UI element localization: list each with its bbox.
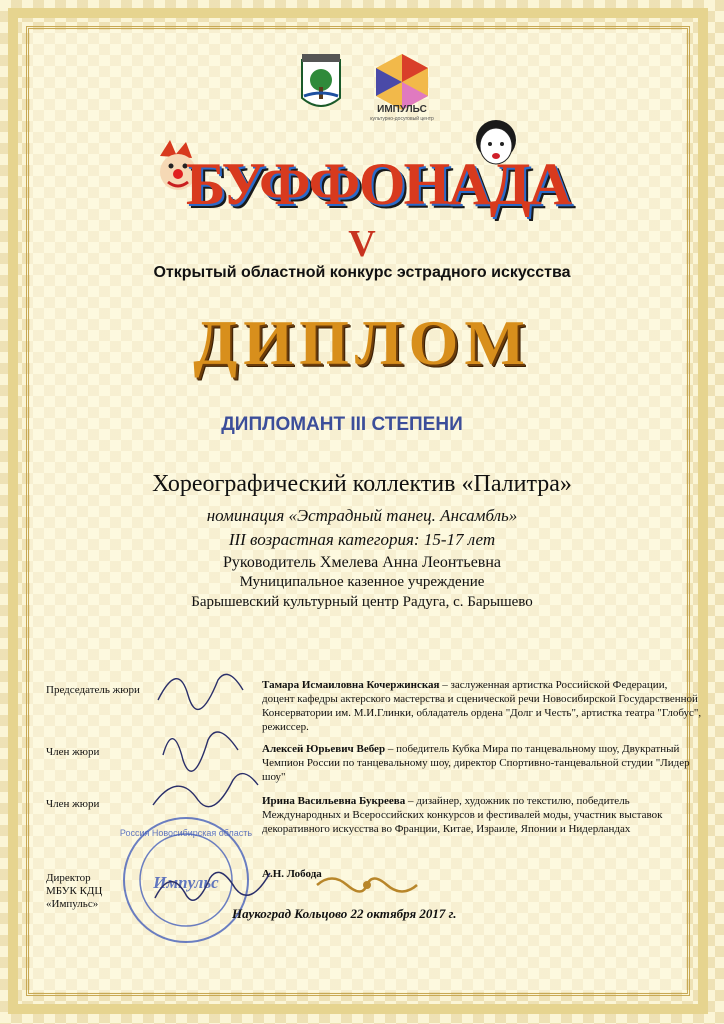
emblem-subcaption: культурно-досуговый центр: [370, 116, 434, 122]
jury-description: – победитель Кубка Мира по танцевальному шоу, Двукратный Чемпион России по танцевальному шоу, директор Спортивно-танцевальной студии "Лидер шоу": [262, 743, 690, 783]
jury-description: – заслуженная артистка Российской Федерации, доцент кафедры актерского мастерства и сценической речи Новосибирской Государственной Консерватории им. М.И.Глинки, обладатель ордена "Долг и Честь", артистка театра "Глобус", режиссер.: [262, 679, 702, 733]
emblem-caption: ИМПУЛЬС: [377, 104, 427, 115]
jury-name: Алексей Юрьевич Вебер: [262, 743, 386, 755]
ornament-icon: [312, 872, 422, 898]
nomination: номинация «Эстрадный танец. Ансамбль»: [206, 506, 518, 525]
jury-entry: [262, 678, 702, 734]
director-role-line: Директор: [46, 872, 91, 884]
jury-signatures-icon: [148, 660, 268, 820]
jury-name: Ирина Васильевна Букреева: [262, 795, 406, 807]
stamp-ring-text: Россия Новосибирская область: [119, 828, 253, 838]
festival-logo: БУФФОНАДА: [185, 151, 571, 217]
collective-name: Хореографический коллектив «Палитра»: [152, 471, 572, 497]
stamp-center-text: Импульс: [153, 873, 219, 892]
institution-line-2: Барышевский культурный центр Радуга, с. Барышево: [191, 594, 533, 610]
jury-entry: [262, 794, 702, 836]
diploma-degree: ДИПЛОМАНТ III СТЕПЕНИ: [221, 414, 463, 435]
director-name: А.Н. Лобода: [262, 868, 322, 880]
age-category: III возрастная категория: 15-17 лет: [228, 530, 496, 549]
jury-description: – дизайнер, художник по текстилю, победитель Международных и Всероссийских конкурсов и фестивалей моды, участник выставок декоративного искусства во Франции, Китае, Израиле, Японии и Нидерландах: [262, 795, 663, 835]
diploma-title: ДИПЛОМ: [193, 307, 531, 378]
jury-role: Член жюри: [46, 746, 100, 758]
jury-entry: [262, 742, 702, 784]
leader: Руководитель Хмелева Анна Леонтьевна: [222, 554, 502, 571]
contest-subtitle: Открытый областной конкурс эстрадного искусства: [153, 264, 571, 281]
institution-line-1: Муниципальное казенное учреждение: [239, 574, 485, 590]
jury-role: Член жюри: [46, 798, 100, 810]
edition-number: V: [348, 223, 376, 265]
director-role-line: МБУК КДЦ: [46, 885, 103, 897]
director-role: [46, 872, 102, 911]
director-role-line: «Импульс»: [46, 898, 99, 910]
jury-role: Председатель жюри: [46, 684, 140, 696]
jury-name: Тамара Исмаиловна Кочержинская: [262, 679, 440, 691]
place-and-date: Наукоград Кольцово 22 октября 2017 г.: [232, 906, 457, 921]
